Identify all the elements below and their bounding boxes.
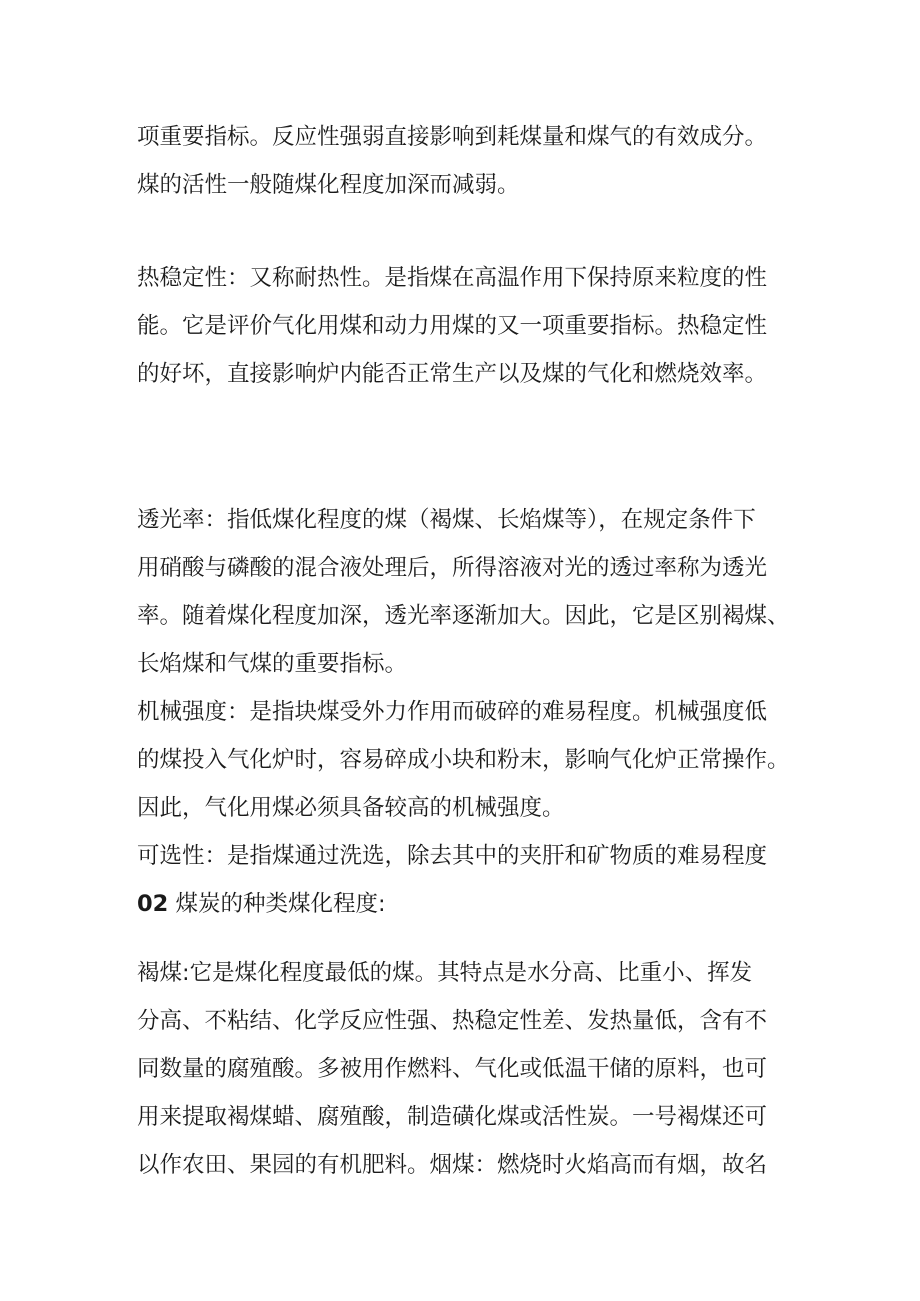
text-line: 机械强度：是指块煤受外力作用而破碎的难易程度。机械强度低: [137, 699, 768, 725]
text-line: 分高、不粘结、化学反应性强、热稳定性差、发热量低，含有不: [137, 1008, 768, 1034]
text-line: 煤的活性一般随煤化程度加深而减弱。: [137, 172, 520, 198]
text-line: 因此，气化用煤必须具备较高的机械强度。: [137, 795, 565, 821]
section-number: 02: [137, 891, 169, 917]
text-line: 用硝酸与磷酸的混合液处理后，所得溶液对光的透过率称为透光: [137, 555, 768, 581]
text-line: 可选性：是指煤通过洗选，除去其中的夹肝和矿物质的难易程度: [137, 843, 768, 869]
text-line: 热稳定性：又称耐热性。是指煤在高温作用下保持原来粒度的性: [137, 265, 768, 291]
text-line: 长焰煤和气煤的重要指标。: [137, 651, 408, 677]
text-line: 褐煤:它是煤化程度最低的煤。其特点是水分高、比重小、挥发: [137, 960, 753, 986]
section-heading: [137, 889, 817, 919]
text-line: 同数量的腐殖酸。多被用作燃料、气化或低温干储的原料，也可: [137, 1056, 768, 1082]
section-title: 煤炭的种类煤化程度:: [175, 891, 386, 917]
text-line: 的煤投入气化炉时，容易碎成小块和粉末，影响气化炉正常操作。: [137, 747, 790, 773]
text-line: 率。随着煤化程度加深，透光率逐渐加大。因此，它是区别褐煤、: [137, 603, 790, 629]
text-line: 能。它是评价气化用煤和动力用煤的又一项重要指标。热稳定性: [137, 313, 768, 339]
text-line: 项重要指标。反应性强弱直接影响到耗煤量和煤气的有效成分。: [137, 124, 768, 150]
text-line: 透光率：指低煤化程度的煤（褐煤、长焰煤等），在规定条件下: [137, 507, 756, 533]
text-line: 以作农田、果园的有机肥料。烟煤：燃烧时火焰高而有烟，故名: [137, 1152, 768, 1178]
text-line: 的好坏，直接影响炉内能否正常生产以及煤的气化和燃烧效率。: [137, 361, 768, 387]
text-line: 用来提取褐煤蜡、腐殖酸，制造磺化煤或活性炭。一号褐煤还可: [137, 1104, 768, 1130]
